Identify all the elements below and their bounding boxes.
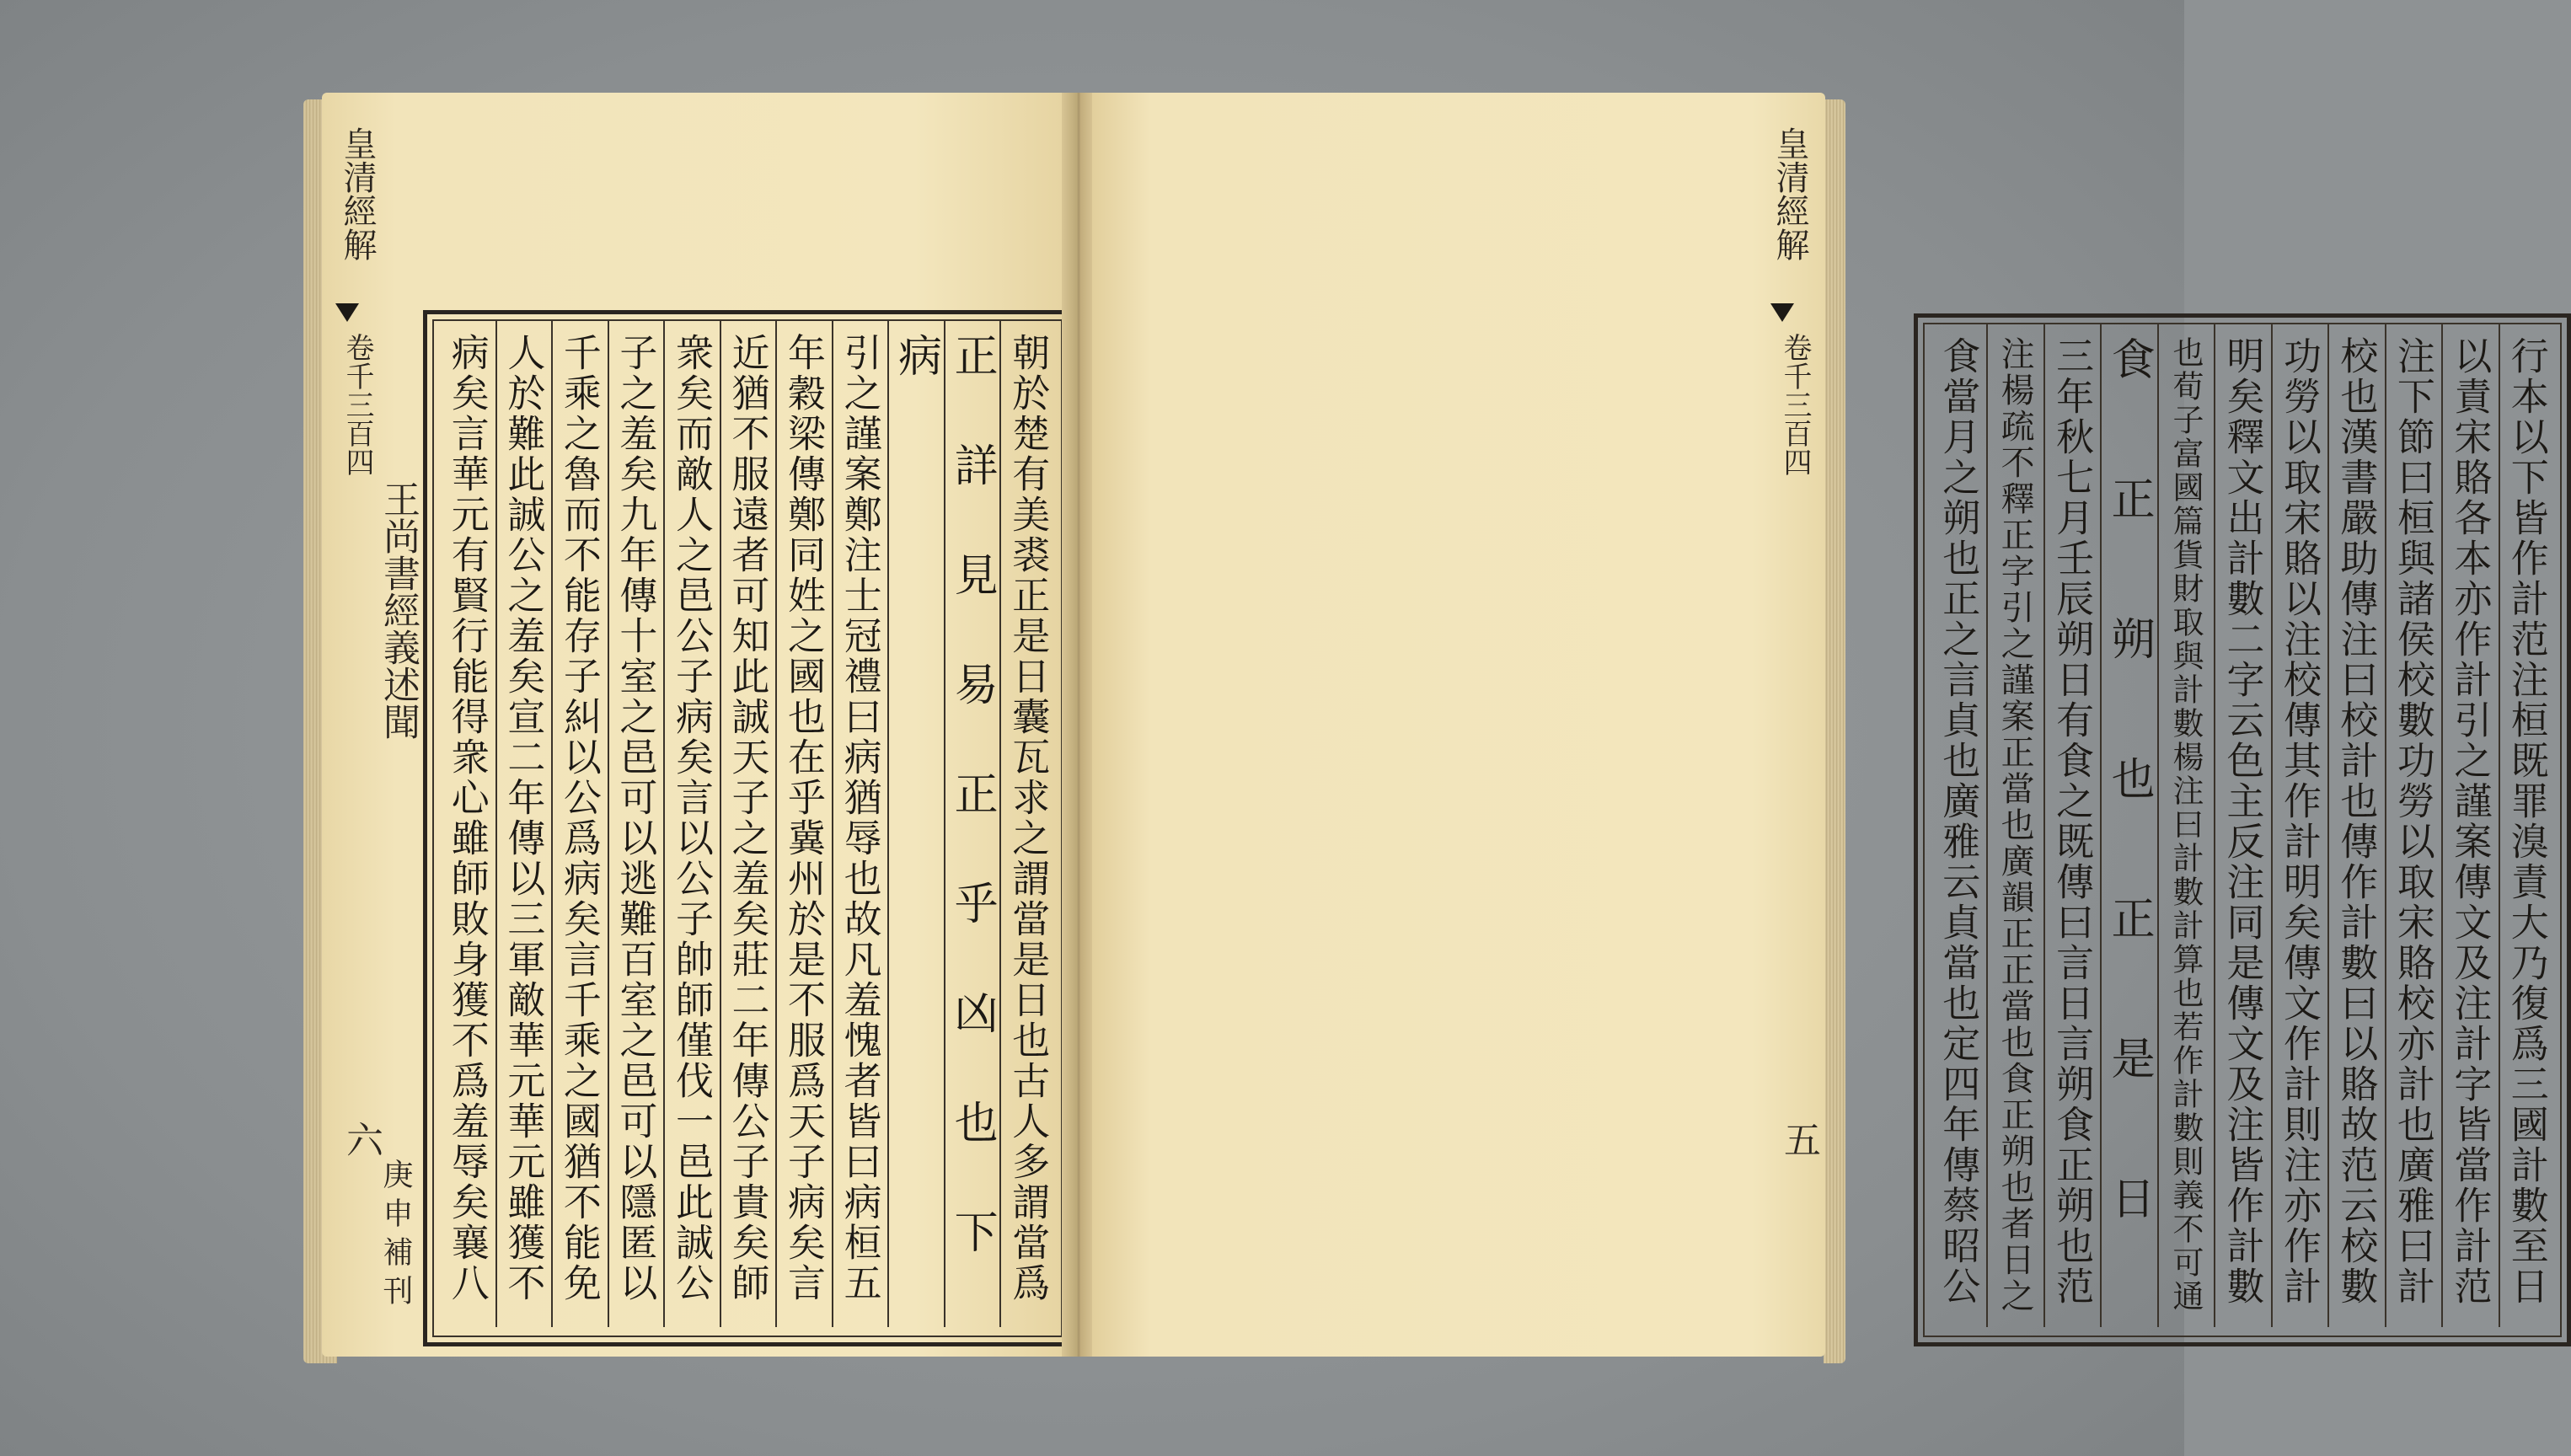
right-margin-chapter: 卷千三百四 — [1778, 333, 1812, 476]
left-page — [322, 93, 1063, 1357]
left-column-rule — [551, 321, 553, 1327]
left-text-column: 近猶不服遠者可知此誠天子之羞矣莊二年傳公子貴矣師 — [725, 333, 770, 1303]
right-text-column: 三年秋七月壬辰朔日有食之既傳曰言日言朔食正朔也范 — [2049, 336, 2095, 1307]
left-text-column: 朝於楚有美裘正是日囊瓦求之謂當是日也古人多謂當爲 — [1005, 333, 1051, 1303]
right-column-rule — [2043, 324, 2045, 1327]
right-column-rule — [2385, 324, 2386, 1327]
right-text-column: 食當月之朔也正之言貞也廣雅云貞當也定四年傳蔡昭公 — [1936, 336, 1981, 1307]
right-text-column: 功勞以取宋賂以注校傳其作計明矣傳文作計則注亦作計 — [2276, 336, 2322, 1307]
right-column-rule — [2441, 324, 2443, 1327]
right-column-rule — [2157, 324, 2159, 1327]
right-column-rule — [1986, 324, 1988, 1327]
left-text-column: 病 — [890, 333, 941, 1319]
right-text-column: 行本以下皆作計范注桓既罪溴責大乃復爲三國計數至日 — [2504, 336, 2549, 1307]
right-text-column: 食正朔也正是日 — [2103, 336, 2155, 1315]
right-page-edges — [1824, 99, 1845, 1363]
right-margin-page-number: 五 — [1777, 1121, 1820, 1158]
right-column-rule — [2271, 324, 2273, 1327]
left-text-column: 子之羞矣九年傳十室之邑可以逃難百室之邑可以隱匿以 — [613, 333, 658, 1303]
left-text-frame — [423, 310, 1072, 1346]
right-text-frame — [1914, 313, 2571, 1346]
left-text-column: 衆矣而敵人之邑公子病矣言以公子帥師僅伐一邑此誠公 — [668, 333, 714, 1303]
right-column-rule — [2499, 324, 2500, 1327]
right-page — [1092, 93, 2549, 1357]
left-text-column: 正詳見易正乎凶也下 — [946, 333, 998, 1319]
right-column-rule — [2100, 324, 2102, 1327]
right-fishtail-mark — [1770, 303, 1794, 322]
left-column-rule — [663, 321, 665, 1327]
right-text-column: 校也漢書嚴助傳注曰校計也傳作計數曰以賂故范云校數 — [2333, 336, 2379, 1307]
left-column-rule — [999, 321, 1001, 1327]
left-column-rule — [775, 321, 777, 1327]
right-text-column: 也荀子富國篇貨財取與計數楊注曰計數計算也若作計數則義不可通 — [2167, 336, 2204, 1314]
book-gutter — [1062, 93, 1095, 1357]
left-column-rule — [495, 321, 497, 1327]
left-text-column: 年穀梁傳鄭同姓之國也在乎冀州於是不服爲天子病矣言 — [781, 333, 827, 1303]
right-text-column: 注下節曰桓與諸侯校數功勞以取宋賂校亦計也廣雅曰計 — [2390, 336, 2435, 1307]
left-column-rule — [832, 321, 833, 1327]
right-column-rule — [2327, 324, 2329, 1327]
right-text-column: 注楊疏不釋正字引之謹案正當也廣韻正正當也食正朔也者日之 — [1995, 336, 2035, 1314]
left-margin-print-note: 庚申補刊 — [378, 1159, 413, 1314]
left-text-column: 千乘之魯而不能存子糾以公爲病矣言千乘之國猶不能免 — [556, 333, 602, 1303]
left-fishtail-mark — [335, 303, 359, 322]
left-margin-chapter: 卷千三百四 — [340, 333, 374, 476]
left-column-rule — [720, 321, 721, 1327]
right-text-column: 以責宋賂各本亦作計引之謹案傳文及注計字皆當作計范 — [2447, 336, 2493, 1307]
open-book — [303, 93, 2549, 1365]
left-column-rule — [608, 321, 609, 1327]
left-column-rule — [944, 321, 945, 1327]
left-text-column: 引之謹案鄭注士冠禮曰病猶辱也故凡羞愧者皆曰病桓五 — [837, 333, 882, 1303]
left-margin-title: 皇清經解 — [338, 126, 377, 261]
left-margin-book: 王尚書經義述聞 — [377, 480, 420, 740]
right-margin-title: 皇清經解 — [1770, 126, 1809, 261]
left-text-column: 病矣言華元有賢行能得衆心雖師敗身獲不爲羞辱矣襄八 — [444, 333, 490, 1303]
left-text-column: 人於難此誠公之羞矣宣二年傳以三軍敵華元華元雖獲不 — [501, 333, 546, 1303]
left-column-rule — [887, 321, 889, 1327]
left-margin-page-number: 六 — [340, 1121, 383, 1158]
right-column-rule — [2214, 324, 2215, 1327]
right-text-column: 明矣釋文出計數二字云色主反注同是傳文及注皆作計數 — [2220, 336, 2265, 1307]
